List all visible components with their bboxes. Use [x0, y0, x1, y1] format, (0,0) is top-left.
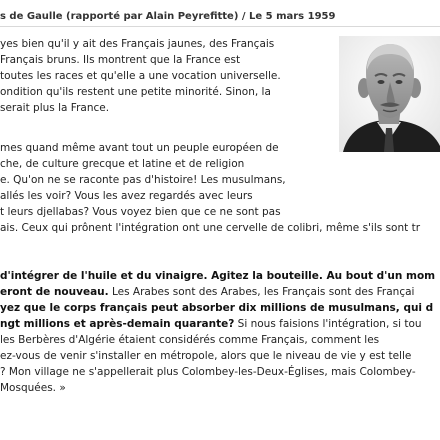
regular-text: Mosquées. » [0, 382, 66, 394]
text-line: che, de culture grecque et latine et de religion [0, 158, 245, 170]
text-line: allés les voir? Vous les avez regardés avec leurs [0, 190, 253, 202]
text-line: mes quand même avant tout un peuple européen de [0, 142, 279, 154]
text-line [0, 268, 440, 284]
portrait-photo [339, 36, 440, 152]
bold-text: yez que le corps français peut absorber dix millions de musulmans, qui d [0, 302, 434, 314]
text-line [0, 316, 440, 332]
header-divider [0, 26, 440, 27]
text-line: e. Qu'on ne se raconte pas d'histoire! Les musulmans, [0, 174, 286, 186]
text-line: Français bruns. Ils montrent que la France est [0, 54, 241, 66]
regular-text: Si nous faisions l'intégration, si tou [234, 318, 422, 330]
quote-paragraph-2 [0, 140, 440, 236]
bold-text: d'intégrer de l'huile et du vinaigre. Agitez la bouteille. Au bout d'un mom [0, 270, 436, 282]
regular-text: Les Arabes sont des Arabes, les Français sont des Françai [108, 286, 415, 298]
quote-paragraph-3 [0, 268, 440, 396]
text-line [0, 380, 440, 396]
bold-text: eront de nouveau. [0, 286, 109, 298]
regular-text: les Berbères d'Algérie étaient considérés comme Français, comment les [0, 334, 380, 346]
bold-text: ngt millions et après-demain quarante? [0, 318, 235, 330]
text-line [0, 284, 440, 300]
text-line: t leurs djellabas? Vous voyez bien que ce ne sont pas [0, 206, 281, 218]
text-line [0, 348, 440, 364]
text-line [0, 364, 440, 380]
regular-text: ez-vous de venir s'installer en métropole, alors que le niveau de vie y est telle [0, 350, 412, 362]
portrait-icon [339, 36, 440, 152]
text-line: ais. Ceux qui prônent l'intégration ont une cervelle de colibri, même s'ils sont tr [0, 222, 421, 234]
regular-text: ? Mon village ne s'appellerait plus Colombey-les-Deux-Églises, mais Colombey- [0, 366, 416, 378]
text-line: ondition qu'ils restent une petite minorité. Sinon, la [0, 86, 271, 98]
text-line [0, 300, 440, 316]
text-line: serait plus la France. [0, 102, 110, 114]
text-line: yes bien qu'il y ait des Français jaunes, des Français [0, 38, 275, 50]
text-line [0, 332, 440, 348]
text-line: toutes les races et qu'elle a une vocation universelle. [0, 70, 281, 82]
article-header: s de Gaulle (rapporté par Alain Peyrefitte) / Le 5 mars 1959 [0, 11, 336, 22]
